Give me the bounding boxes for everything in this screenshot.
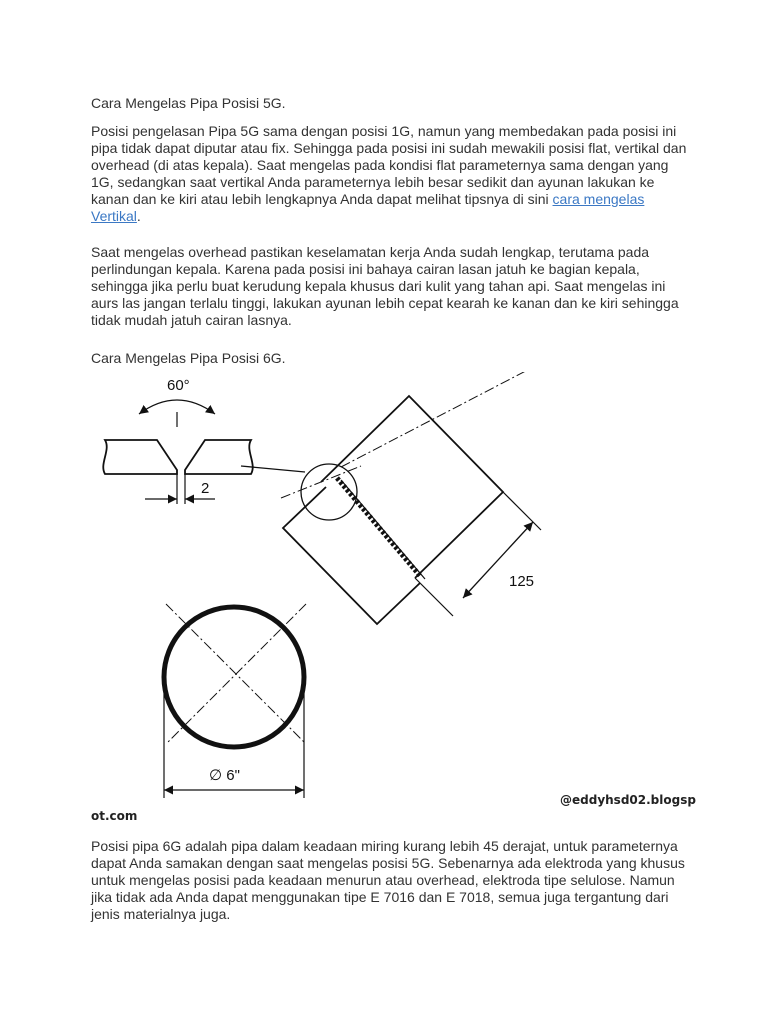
paragraph-6g: Posisi pipa 6G adalah pipa dalam keadaan miring kurang lebih 45 derajat, untuk parameternya dapat Anda samakan dengan saat mengelas posisi 5G. Sebenarnya ada elektroda yang khusus untuk mengelas posisi pada keadaan menurun atau overhead, elektroda tipe selulose. Namun jika tidak ada Anda dapat menggunakan tipe E 7016 dan E 7018, semua juga tergantung dari jenis materialnya juga. xyxy=(91,838,685,922)
heading-5g: Cara Mengelas Pipa Posisi 5G. xyxy=(91,95,286,111)
paragraph-5g xyxy=(91,123,691,225)
length-ext-top xyxy=(503,492,541,530)
watermark-line-2: ot.com xyxy=(91,809,138,823)
detail-circle xyxy=(301,464,357,520)
pipe-centre-line xyxy=(341,372,543,467)
paragraph-5g-end: . xyxy=(136,208,141,224)
length-label: 125 xyxy=(509,573,535,590)
weld-bead xyxy=(337,478,421,577)
watermark-line-1: @eddyhsd02.blogsp xyxy=(560,793,696,807)
diameter-label: ∅ 6" xyxy=(209,767,240,784)
link-cara-mengelas-vertikal[interactable]: cara mengelas Vertikal xyxy=(91,191,645,224)
length-ext-bottom xyxy=(415,578,453,616)
joint-left-plate xyxy=(103,440,177,474)
paragraph-overhead: Saat mengelas overhead pastikan keselamatan kerja Anda sudah lengkap, terutama pada perlindungan kepala. Karena pada posisi ini bahaya cairan lasan jatuh ke bagian kepala, sehingga jika perlu buat kerudung kepala khusus dari kulit yang tahan api. Saat mengelas ini aurs las jangan terlalu tinggi, lakukan ayunan lebih cepat kearah ke kanan dan ke kiri sehingga tidak mudah jatuh cairan lasnya. xyxy=(91,244,679,328)
leader-line xyxy=(241,466,305,472)
inclined-pipe xyxy=(281,372,543,624)
pipe-upper-section xyxy=(321,396,503,578)
pipe-6g-diagram xyxy=(91,372,691,812)
angle-arc xyxy=(139,400,215,414)
angle-label: 60° xyxy=(167,377,190,394)
gap-label: 2 xyxy=(201,480,210,497)
pipe-circle xyxy=(164,607,304,747)
joint-right-plate xyxy=(185,440,253,474)
heading-6g: Cara Mengelas Pipa Posisi 6G. xyxy=(91,350,286,366)
paragraph-5g-text: Posisi pengelasan Pipa 5G sama dengan posisi 1G, namun yang membedakan pada posisi ini pipa tidak dapat diputar atau fix. Sehingga pada posisi ini sudah mewakili posisi flat, vertikal dan overhead (di atas kepala). Saat mengelas pada kondisi flat parameternya sama dengan yang 1G, sedangkan saat vertikal Anda parameternya lebih besar sedikit dan ayunan lakukan ke kanan dan ke kiri atau lebih lengkapnya Anda dapat melihat tipsnya di sini xyxy=(91,123,687,207)
weld-edge xyxy=(341,480,425,579)
